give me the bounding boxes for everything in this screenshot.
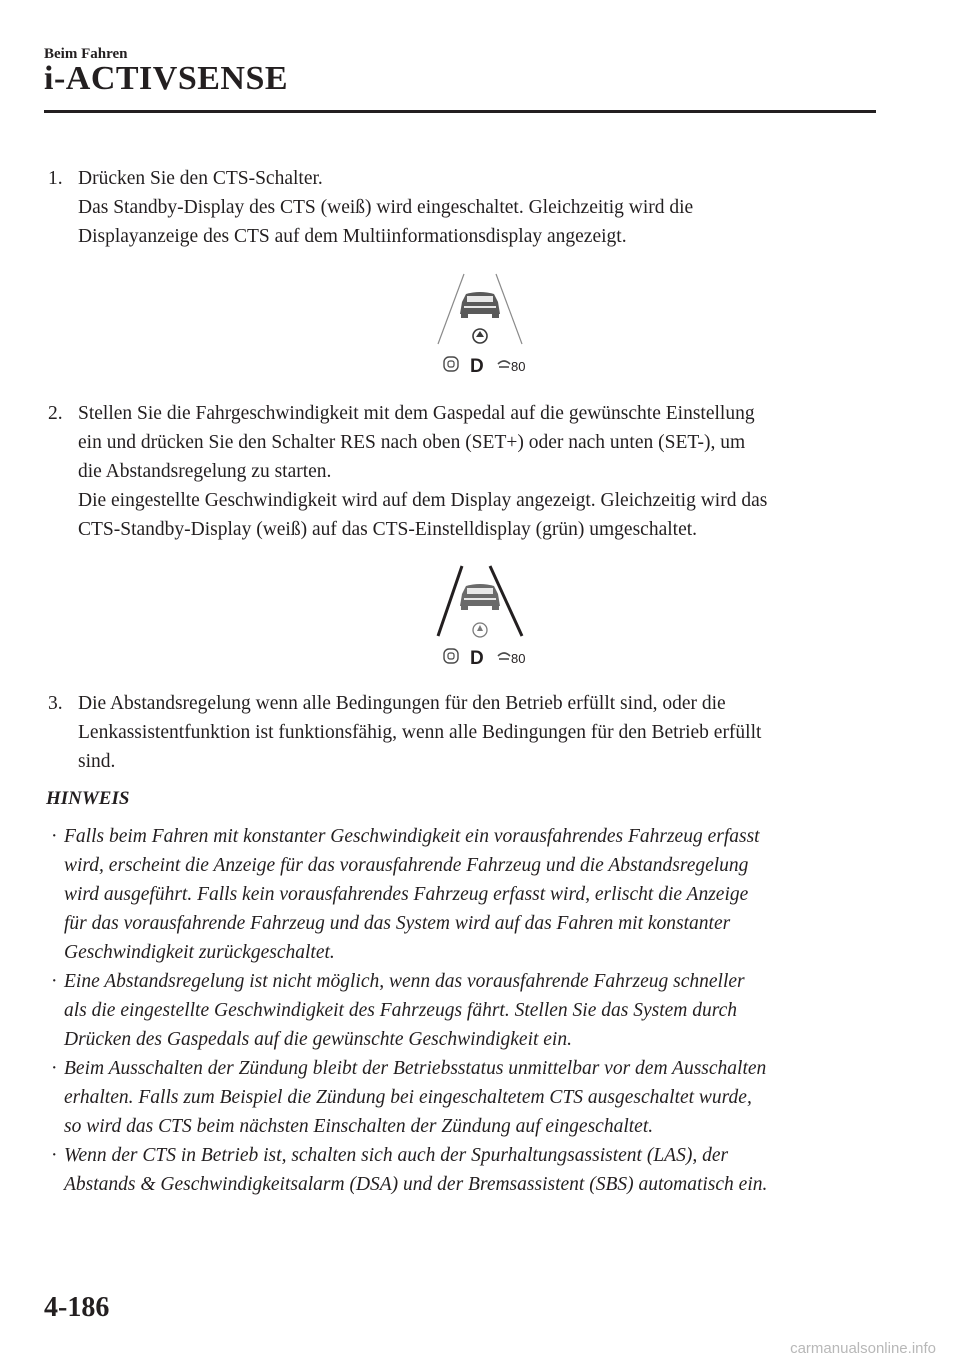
section-label: Beim Fahren (44, 46, 128, 62)
cts-standby-display-figure (420, 268, 540, 378)
bullet-icon: · (51, 1145, 58, 1166)
set-speed-value: 80 (511, 651, 526, 666)
note-line: Eine Abstandsregelung ist nicht möglich, wenn das vorausfahrende Fahrzeug schneller (64, 971, 745, 992)
step-line: Die eingestellte Geschwindigkeit wird auf dem Display angezeigt. Gleichzeitig wird das (78, 490, 768, 511)
step-line: Die Abstandsregelung wenn alle Bedingungen für den Betrieb erfüllt sind, oder die (78, 693, 726, 714)
note-line: erhalten. Falls zum Beispiel die Zündung bei eingeschaltetem CTS ausgeschaltet wurde, (64, 1087, 752, 1108)
cruise-speed-icon (498, 361, 510, 367)
set-speed-value: 80 (511, 359, 526, 374)
note-item (46, 1054, 878, 1141)
step-line: Drücken Sie den CTS-Schalter. (78, 168, 323, 189)
note-line: Drücken des Gaspedals auf die gewünschte Geschwindigkeit ein. (64, 1029, 572, 1050)
note-line: für das vorausfahrende Fahrzeug und das System wird auf das Fahren mit konstanter (64, 913, 731, 934)
step-line: Stellen Sie die Fahrgeschwindigkeit mit dem Gaspedal auf die gewünschte Einstellung (78, 403, 755, 424)
cts-standby-display (420, 268, 540, 378)
note-item (46, 822, 878, 967)
watermark: carmanualsonline.info (790, 1340, 936, 1357)
lane-line-left (438, 274, 464, 344)
vehicle-ahead-icon (460, 584, 500, 610)
step-2 (48, 399, 878, 544)
note-line: wird, erscheint die Anzeige für das vorausfahrende Fahrzeug und die Abstandsregelung (64, 855, 749, 876)
step-1 (48, 164, 878, 251)
steering-assist-icon (444, 649, 458, 663)
bullet-icon: · (51, 971, 58, 992)
step-3 (48, 689, 878, 776)
step-number: 1. (48, 168, 63, 189)
step-line: CTS-Standby-Display (weiß) auf das CTS-Einstelldisplay (grün) umgeschaltet. (78, 519, 698, 540)
chapter-title: i-ACTIVSENSE (44, 60, 289, 97)
cts-set-display (420, 560, 540, 670)
note-line: Falls beim Fahren mit konstanter Geschwindigkeit ein vorausfahrendes Fahrzeug erfasst (64, 826, 760, 847)
cruise-speed-icon (498, 653, 510, 659)
step-line: sind. (78, 751, 116, 772)
own-vehicle-icon (473, 623, 487, 637)
note-list (46, 822, 878, 1199)
note-line: Wenn der CTS in Betrieb ist, schalten sich auch der Spurhaltungsassistent (LAS), der (64, 1145, 729, 1166)
bullet-icon: · (51, 826, 58, 847)
step-line: Das Standby-Display des CTS (weiß) wird eingeschaltet. Gleichzeitig wird die (78, 197, 694, 218)
lane-line-left (438, 566, 462, 636)
note-line: Geschwindigkeit zurückgeschaltet. (64, 942, 335, 963)
step-line: ein und drücken Sie den Schalter RES nach oben (SET+) oder nach unten (SET-), um (78, 432, 746, 453)
page-number: 4-186 (44, 1292, 110, 1323)
note-line: so wird das CTS beim nächsten Einschalten der Zündung auf eingeschaltet. (64, 1116, 654, 1137)
cts-set-display-figure (420, 560, 540, 670)
step-line: Lenkassistentfunktion ist funktionsfähig, wenn alle Bedingungen für den Betrieb erfüllt (78, 722, 762, 743)
gear-indicator: D (470, 648, 484, 669)
bullet-icon: · (51, 1058, 58, 1079)
note-line: Beim Ausschalten der Zündung bleibt der Betriebsstatus unmittelbar vor dem Ausschalten (64, 1058, 767, 1079)
note-line: als die eingestellte Geschwindigkeit des Fahrzeugs fährt. Stellen Sie das System durch (64, 1000, 737, 1021)
gear-indicator: D (470, 356, 484, 377)
steering-assist-icon (444, 357, 458, 371)
own-vehicle-icon (473, 329, 487, 343)
lane-line-right (496, 274, 522, 344)
vehicle-ahead-icon (460, 292, 500, 318)
header-rule (44, 110, 876, 113)
note-heading: HINWEIS (46, 788, 130, 809)
note-line: wird ausgeführt. Falls kein vorausfahrendes Fahrzeug erfasst wird, erlischt die Anzeige (64, 884, 749, 905)
step-number: 3. (48, 693, 63, 714)
note-item (46, 1141, 878, 1199)
step-line: Displayanzeige des CTS auf dem Multiinformationsdisplay angezeigt. (78, 226, 627, 247)
step-number: 2. (48, 403, 63, 424)
note-item (46, 967, 878, 1054)
step-line: die Abstandsregelung zu starten. (78, 461, 332, 482)
note-line: Abstands & Geschwindigkeitsalarm (DSA) und der Bremsassistent (SBS) automatisch ein. (64, 1174, 768, 1195)
